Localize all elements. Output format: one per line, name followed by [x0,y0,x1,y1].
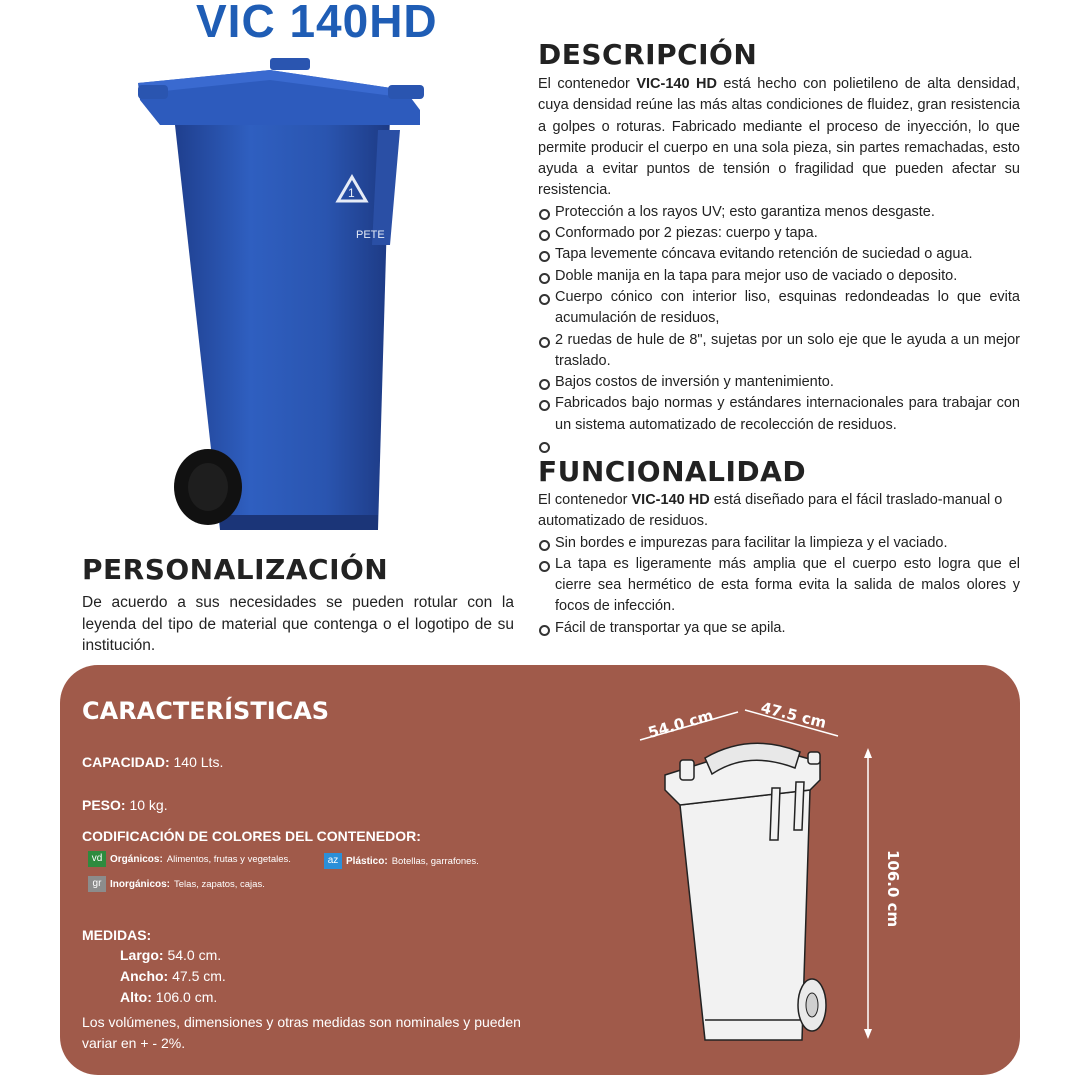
bin-outline-icon [665,743,820,1040]
color-desc: Telas, zapatos, cajas. [174,878,265,890]
bullet-icon [539,273,550,284]
list-item [538,372,1020,393]
bullet-icon [539,294,550,305]
product-image [120,55,450,535]
recycle-number: 1 [348,186,355,200]
bullet-text: Fabricados bajo normas y estándares internacionales para trabajar con un sistema automatizado de recolección de residuos. [555,395,1020,433]
product-title: VIC 140HD [196,0,438,47]
descripcion-body [538,74,1020,457]
ancho-label: Ancho: [120,968,169,984]
bullet-icon [539,251,550,262]
bullet-icon [539,379,550,390]
color-code-inorganicos [88,876,265,892]
intro-text: está hecho con polietileno de alta densidad, cuya densidad reúne las más altas condiciones de fluidez, gran resistencia a golpes o roturas. Fabricado mediante el proceso de inyección, lo que permite producir el cuerpo en una sola pieza, sin partes remachadas, esto ayuda a evitar puntos de tensión o fragilidad que pueden afectar su resistencia. [538,76,1020,199]
bullet-text: 2 ruedas de hule de 8", sujetas por un solo eje que le ayuda a un mejor traslado. [555,331,1020,369]
descripcion-bullet-list [538,202,1020,436]
funcionalidad-heading: FUNCIONALIDAD [538,455,807,488]
alto-value: 106.0 cm. [151,989,218,1005]
funcionalidad-bullet-list [538,533,1020,639]
codificacion-heading: CODIFICACIÓN DE COLORES DEL CONTENEDOR: [82,828,421,844]
list-item [538,287,1020,330]
empty-bullet [538,436,1020,457]
bullet-icon [539,540,550,551]
ancho-value: 47.5 cm. [168,968,226,984]
medidas-label [82,927,151,943]
bullet-icon [539,230,550,241]
largo-row [120,947,221,963]
personalizacion-heading: PERSONALIZACIÓN [82,553,389,586]
list-item [538,533,1020,554]
capacidad-value: 140 Lts. [169,754,224,770]
bullet-text: Cuerpo cónico con interior liso, esquinas redondeadas lo que evita acumulación de residuos, [555,288,1020,327]
swatch-vd: vd [88,851,106,867]
ancho-dimension-label: 47.5 cm [759,698,829,733]
bullet-text: Tapa levemente cóncava evitando retención de suciedad o agua. [555,246,973,263]
color-label: Inorgánicos: [110,878,171,890]
bullet-icon [539,209,550,220]
funcionalidad-intro [538,490,1020,533]
bullet-text: Protección a los rayos UV; esto garantiza menos desgaste. [555,203,935,220]
intro-prefix: El contenedor [538,492,632,508]
alto-label: Alto: [120,989,152,1005]
color-code-plastico [324,853,479,869]
swatch-gr: gr [88,876,106,892]
peso-value: 10 kg. [125,797,168,813]
intro-text: está diseñado para el fácil traslado-manual o automatizado de residuos. [538,492,1003,530]
bullet-icon [539,442,550,453]
capacidad-label: CAPACIDAD: [82,754,170,770]
list-item [538,202,1020,223]
color-desc: Alimentos, frutas y vegetales. [166,853,291,865]
intro-prefix: El contenedor [538,76,637,92]
bullet-text: Bajos costos de inversión y mantenimiento. [555,374,834,391]
swatch-az: az [324,853,342,869]
model-name: VIC-140 HD [636,76,717,92]
bullet-icon [539,625,550,636]
descripcion-heading: DESCRIPCIÓN [538,38,758,71]
list-item [538,266,1020,287]
bullet-text: La tapa es ligeramente más amplia que el cuerpo esto logra que el cierre sea hermético de esta forma evita la salida de malos olores y focos de infección. [555,555,1020,615]
largo-label: Largo: [120,947,164,963]
bullet-text: Sin bordes e impurezas para facilitar la limpieza y el vaciado. [555,534,948,551]
list-item [538,393,1020,436]
largo-dimension-label: 54.0 cm [646,706,716,742]
list-item [538,330,1020,373]
bullet-icon [539,400,550,411]
medidas-note: Los volúmenes, dimensiones y otras medidas son nominales y pueden variar en + - 2%. [82,1014,521,1051]
bullet-text: Conformado por 2 piezas: cuerpo y tapa. [555,225,818,242]
capacidad-row [82,754,223,770]
ancho-row [120,968,226,984]
color-label: Plástico: [346,855,388,867]
list-item [538,223,1020,244]
funcionalidad-body [538,490,1020,639]
peso-row [82,797,168,813]
personalizacion-text: De acuerdo a sus necesidades se pueden rotular con la leyenda del tipo de material que contenga o el logotipo de su institución. [82,594,514,654]
bullet-icon [539,561,550,572]
color-label: Orgánicos: [110,853,163,865]
color-code-organicos [88,851,291,867]
dimension-diagram [620,690,920,1050]
bullet-text: Doble manija en la tapa para mejor uso de vaciado o deposito. [555,267,958,284]
medidas-label-text: MEDIDAS: [82,927,152,943]
alto-dimension-label: 106.0 cm [884,850,902,928]
largo-value: 54.0 cm. [163,947,222,963]
pete-label: PETE [356,229,385,241]
list-item [538,618,1020,639]
alto-row [120,989,217,1005]
color-desc: Botellas, garrafones. [391,855,479,867]
caracteristicas-heading: CARACTERÍSTICAS [82,697,330,725]
model-name: VIC-140 HD [631,492,710,508]
list-item [538,244,1020,265]
bullet-icon [539,337,550,348]
peso-label: PESO: [82,797,126,813]
bullet-text: Fácil de transportar ya que se apila. [555,619,786,636]
descripcion-intro [538,74,1020,202]
list-item [538,554,1020,618]
